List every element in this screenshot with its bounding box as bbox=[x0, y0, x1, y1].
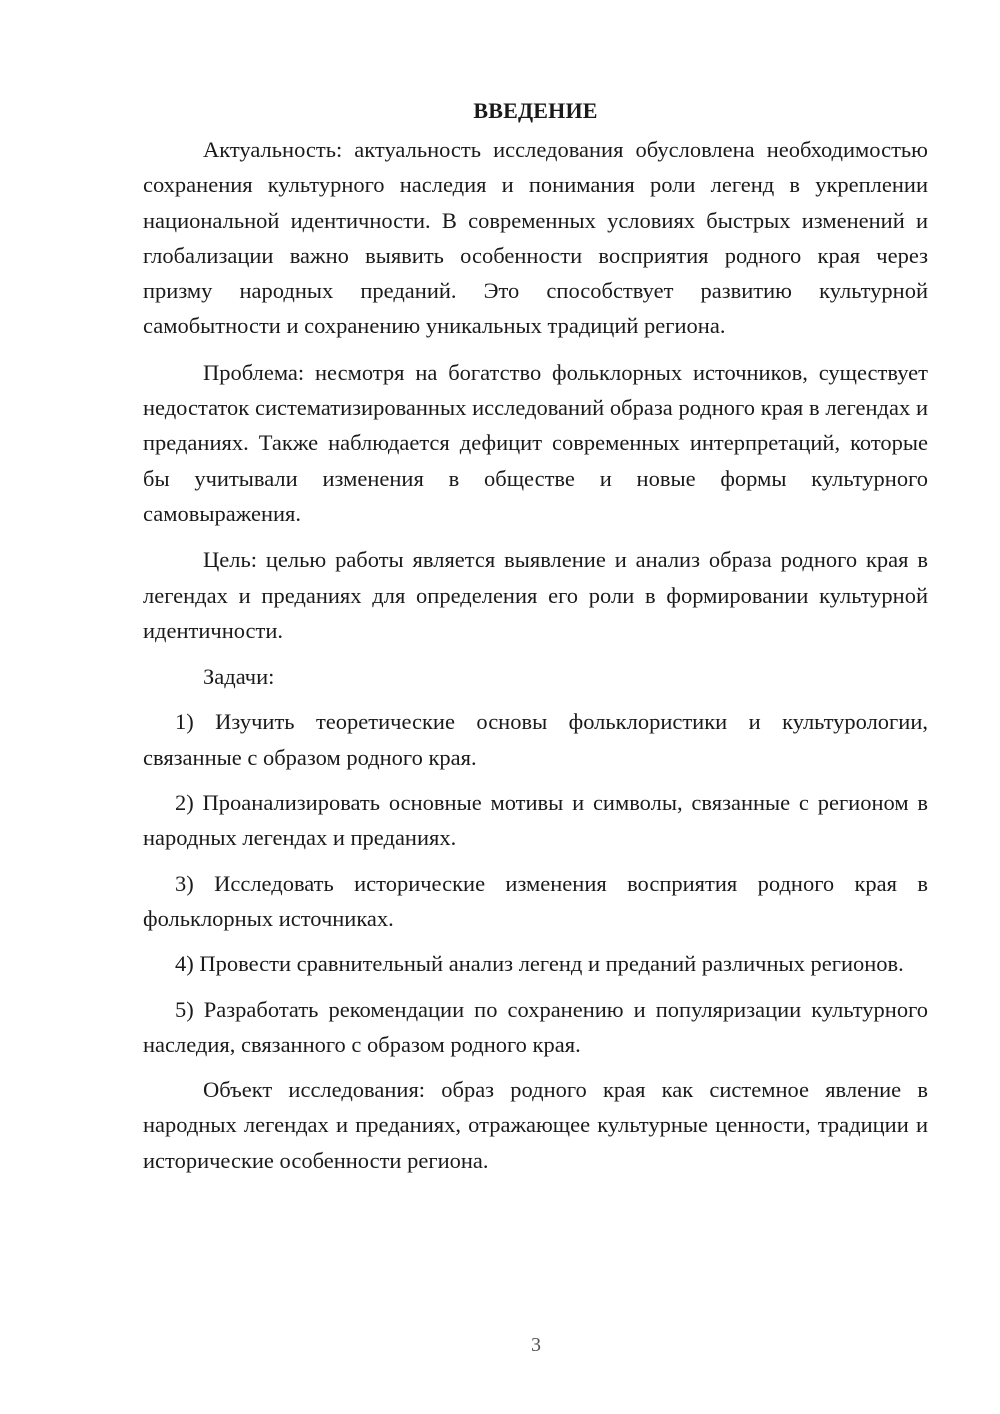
task-item-2: 2) Проанализировать основные мотивы и символы, связанные с регионом в народных легендах и преданиях. bbox=[143, 790, 928, 851]
section-title: ВВЕДЕНИЕ bbox=[473, 98, 598, 123]
problem-paragraph: Проблема: несмотря на богатство фольклорных источников, существует недостаток систематизированных исследований образа родного края в легендах и преданиях. Также наблюдается дефицит современных интерпретаций, которые бы учитывали изменения в обществе и новые формы культурного самовыражения. bbox=[143, 359, 928, 526]
goal-paragraph: Цель: целью работы является выявление и анализ образа родного края в легендах и преданиях для определения его роли в формировании культурной идентичности. bbox=[143, 547, 928, 643]
task-item-3: 3) Исследовать исторические изменения восприятия родного края в фольклорных источниках. bbox=[143, 870, 928, 931]
page-number: 3 bbox=[531, 1334, 541, 1356]
tasks-heading: Задачи: bbox=[203, 664, 275, 690]
task-item-1: 1) Изучить теоретические основы фольклористики и культурологии, связанные с образом родного края. bbox=[143, 709, 928, 770]
document-page bbox=[143, 93, 928, 1178]
task-item-5: 5) Разработать рекомендации по сохранению и популяризации культурного наследия, связанного с образом родного края. bbox=[143, 996, 928, 1057]
task-item-4: 4) Провести сравнительный анализ легенд и преданий различных регионов. bbox=[175, 951, 904, 977]
relevance-paragraph: Актуальность: актуальность исследования обусловлена необходимостью сохранения культурного наследия и понимания роли легенд в укреплении национальной идентичности. В современных условиях быстрых изменений и глобализации важно выявить особенности восприятия родного края через призму народных преданий. Это способствует развитию культурной самобытности и сохранению уникальных традиций региона. bbox=[143, 137, 928, 339]
object-paragraph: Объект исследования: образ родного края как системное явление в народных легендах и преданиях, отражающее культурные ценности, традиции и исторические особенности региона. bbox=[143, 1077, 928, 1173]
